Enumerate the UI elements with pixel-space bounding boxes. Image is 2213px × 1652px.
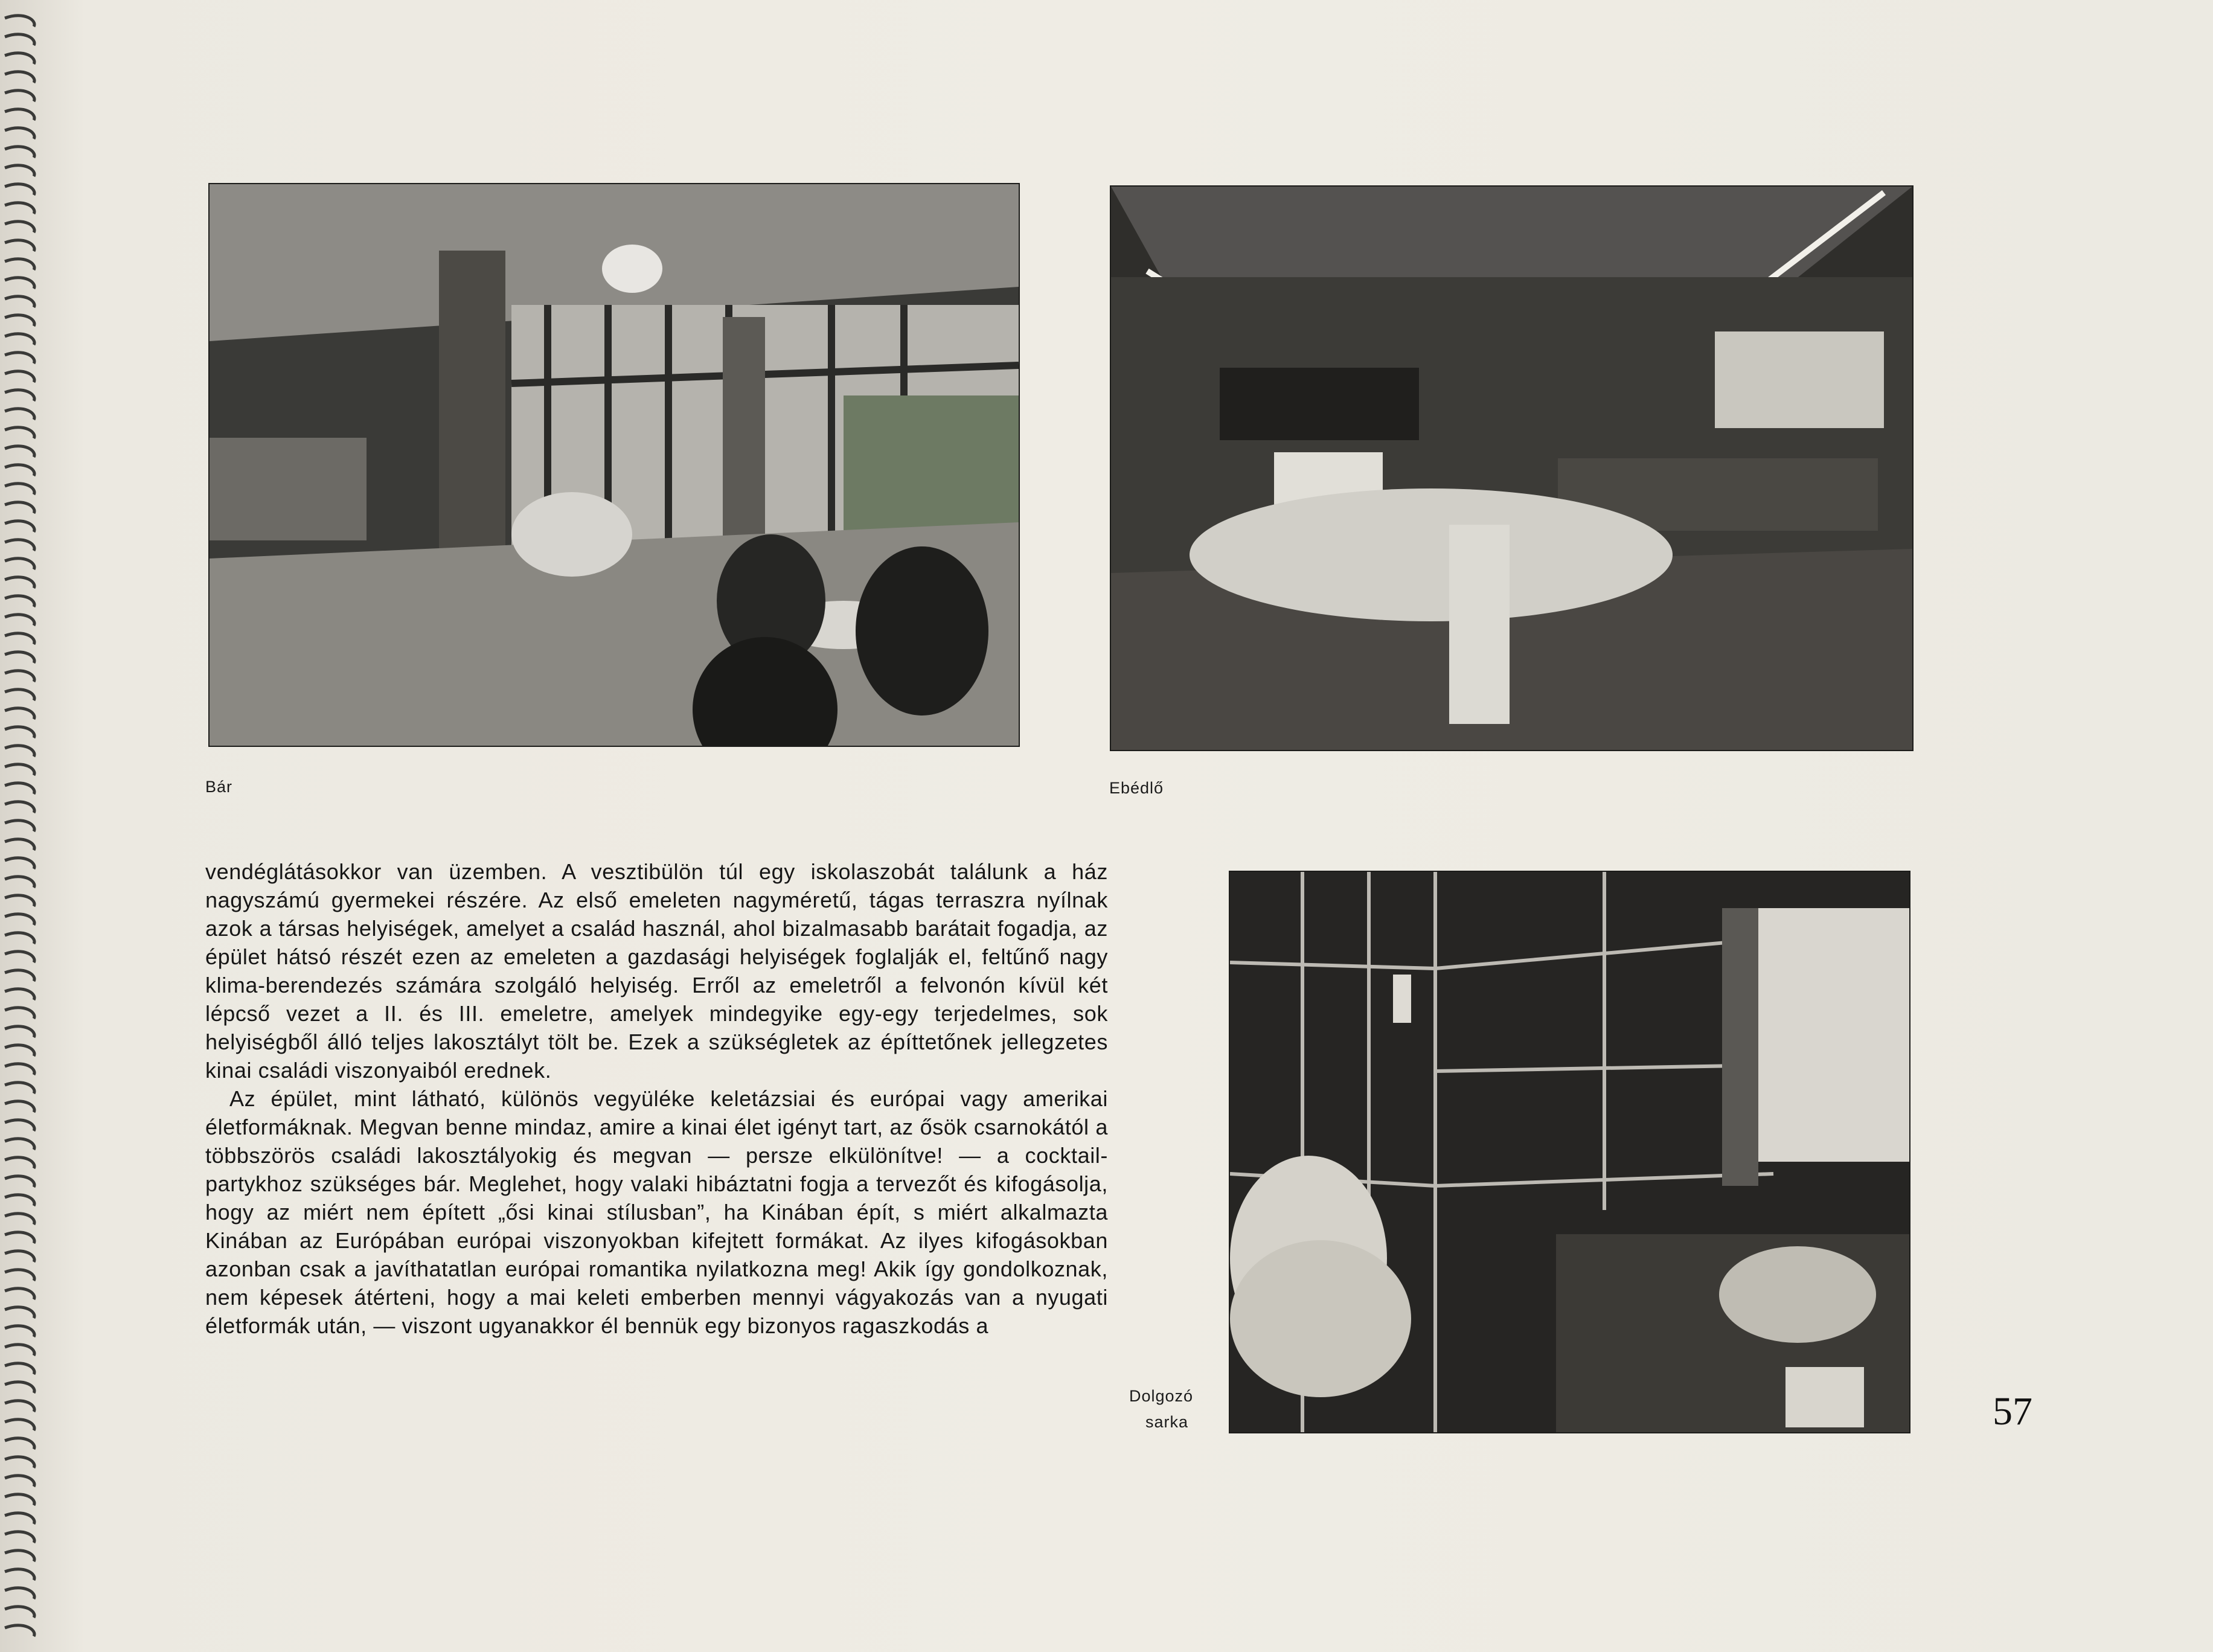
spiral-coil [5, 1625, 34, 1636]
spiral-coil [5, 1307, 34, 1318]
spiral-coil [5, 521, 34, 532]
spiral-coil [5, 1008, 34, 1019]
spiral-coil [5, 371, 34, 382]
spiral-coil [5, 484, 34, 495]
photo-study-corner [1229, 871, 1910, 1433]
spiral-coil [5, 1251, 34, 1262]
spiral-coil [5, 334, 34, 345]
spiral-coil [5, 1363, 34, 1374]
spiral-coil [5, 783, 34, 794]
spiral-coil [5, 671, 34, 682]
spiral-coil [5, 1045, 34, 1056]
spiral-coil [5, 1438, 34, 1449]
spiral-coil [5, 446, 34, 457]
spiral-coil [5, 1232, 34, 1243]
spiral-coil [5, 746, 34, 757]
spiral-coil [5, 72, 34, 83]
spiral-coil [5, 821, 34, 831]
spiral-coil [5, 1083, 34, 1093]
spiral-coil [5, 1214, 34, 1225]
spiral-coil [5, 315, 34, 326]
spiral-coil [5, 147, 34, 158]
spiral-coil [5, 633, 34, 644]
spiral-coil [5, 1513, 34, 1524]
spiral-coil [5, 1401, 34, 1412]
spiral-coil [5, 1607, 34, 1618]
spiral-coil [5, 16, 34, 27]
spiral-coil [5, 203, 34, 214]
body-text [205, 857, 1108, 1340]
spiral-coil [5, 559, 34, 569]
paragraph-1: vendéglátásokkor van üzemben. A vesztibülön túl egy iskolaszobát találunk a ház nagyszámú gyermekei részére. Az első emeleten nagyméretű, tágas terraszra nyílnak azok a társas helyiségek, amelyet a család használ, ahol bizalmasabb barátait fogadja, az épület hátsó részét ezen az emeleten a gazdasági helyiségek foglalják el, feltűnő nagy klima-berendezés számára szolgáló helyiség. Erről az emeletről a felvonón kívül két lépcső vezet a II. és III. emeletre, amelyek mindegyike egy-egy terjedelmes, sok helyiségből álló teljes lakosztályt tölt be. Ezek a szükségletek az építtetőnek jellegzetes kinai családi viszonyaiból erednek. [205, 859, 1108, 1083]
spiral-coil [5, 296, 34, 307]
spiral-coil [5, 240, 34, 251]
spiral-coil [5, 1139, 34, 1150]
spiral-coil [5, 53, 34, 64]
spiral-coil [5, 1476, 34, 1487]
spiral-coil [5, 690, 34, 700]
spiral-coil [5, 727, 34, 738]
paragraph-2: Az épület, mint látható, különös vegyüléke keletázsiai és európai vagy amerikai életformáknak. Megvan benne mindaz, amire a kinai élet igényt tart, az ősök csarnokától a többszörös családi lakosztályokig és megvan — persze elkülönítve! — a cocktail-partykhoz szükséges bár. Meglehet, hogy valaki hibáztatni fogja a tervezőt és kifogásolja, hogy az miért nem épített „ősi kinai stílusban”, ha Kinában épít, s miért alkalmazta Kinában az Európában európai viszonyokban kifejtett formákat. Az ilyes kifogásokban azonban csak a javíthatatlan európai romantika nyilatkozna meg! Akik így gondolkoznak, nem képesek átérteni, hogy a mai keleti emberben mennyi vágyakozás van a nyugati életformák után, — viszont ugyanakkor él bennük egy bizonyos ragaszkodás a [205, 1086, 1108, 1338]
spiral-coil [5, 259, 34, 270]
spiral-coil [5, 1157, 34, 1168]
spiral-coil [5, 1345, 34, 1356]
spiral-coil [5, 596, 34, 607]
spiral-coil [5, 502, 34, 513]
spiral-coil [5, 91, 34, 101]
spiral-coil [5, 165, 34, 176]
spiral-coil [5, 1195, 34, 1206]
spiral-coil [5, 1551, 34, 1561]
spiral-coil [5, 1382, 34, 1393]
spiral-coil [5, 109, 34, 120]
spiral-coil [5, 858, 34, 869]
spiral-coil [5, 1289, 34, 1299]
spiral-coil [5, 1588, 34, 1599]
spiral-coil [5, 128, 34, 139]
spiral-coil [5, 802, 34, 813]
spiral-coil [5, 708, 34, 719]
spiral-coil [5, 1326, 34, 1337]
photo-bar [208, 183, 1020, 747]
spiral-coil [5, 839, 34, 850]
spiral-coil [5, 1420, 34, 1430]
spiral-coil [5, 989, 34, 1000]
spiral-coil [5, 353, 34, 363]
spiral-coil [5, 652, 34, 663]
spiral-coil [5, 1569, 34, 1580]
spiral-coil [5, 1064, 34, 1075]
spiral-coil [5, 577, 34, 588]
spiral-coil [5, 278, 34, 289]
spiral-coil [5, 615, 34, 626]
spiral-coil [5, 34, 34, 45]
spiral-coil [5, 895, 34, 906]
spiral-coil [5, 184, 34, 195]
spiral-coil [5, 1120, 34, 1131]
spiral-coil [5, 222, 34, 232]
spiral-coil [5, 465, 34, 476]
photo-dining [1110, 185, 1914, 751]
spiral-coil [5, 1532, 34, 1543]
spiral-coil [5, 409, 34, 420]
spiral-coil [5, 764, 34, 775]
spiral-coil [5, 427, 34, 438]
spiral-coil [5, 914, 34, 925]
page-number: 57 [1993, 1389, 2032, 1433]
caption-study-line1: Dolgozó [1129, 1387, 1194, 1405]
caption-dining: Ebédlő [1109, 779, 1164, 797]
spiral-coil [5, 540, 34, 551]
spiral-coil [5, 970, 34, 981]
spiral-coil [5, 390, 34, 401]
spiral-coil [5, 1494, 34, 1505]
spiral-coil [5, 933, 34, 944]
caption-bar: Bár [205, 778, 233, 796]
spiral-coil [5, 1176, 34, 1187]
spiral-coil [5, 952, 34, 962]
spiral-coil [5, 1101, 34, 1112]
spiral-coil [5, 877, 34, 888]
spiral-coil [5, 1270, 34, 1281]
spiral-binding [0, 0, 72, 1652]
caption-study-line2: sarka [1145, 1413, 1189, 1431]
spiral-coil [5, 1026, 34, 1037]
spiral-coil [5, 1457, 34, 1468]
